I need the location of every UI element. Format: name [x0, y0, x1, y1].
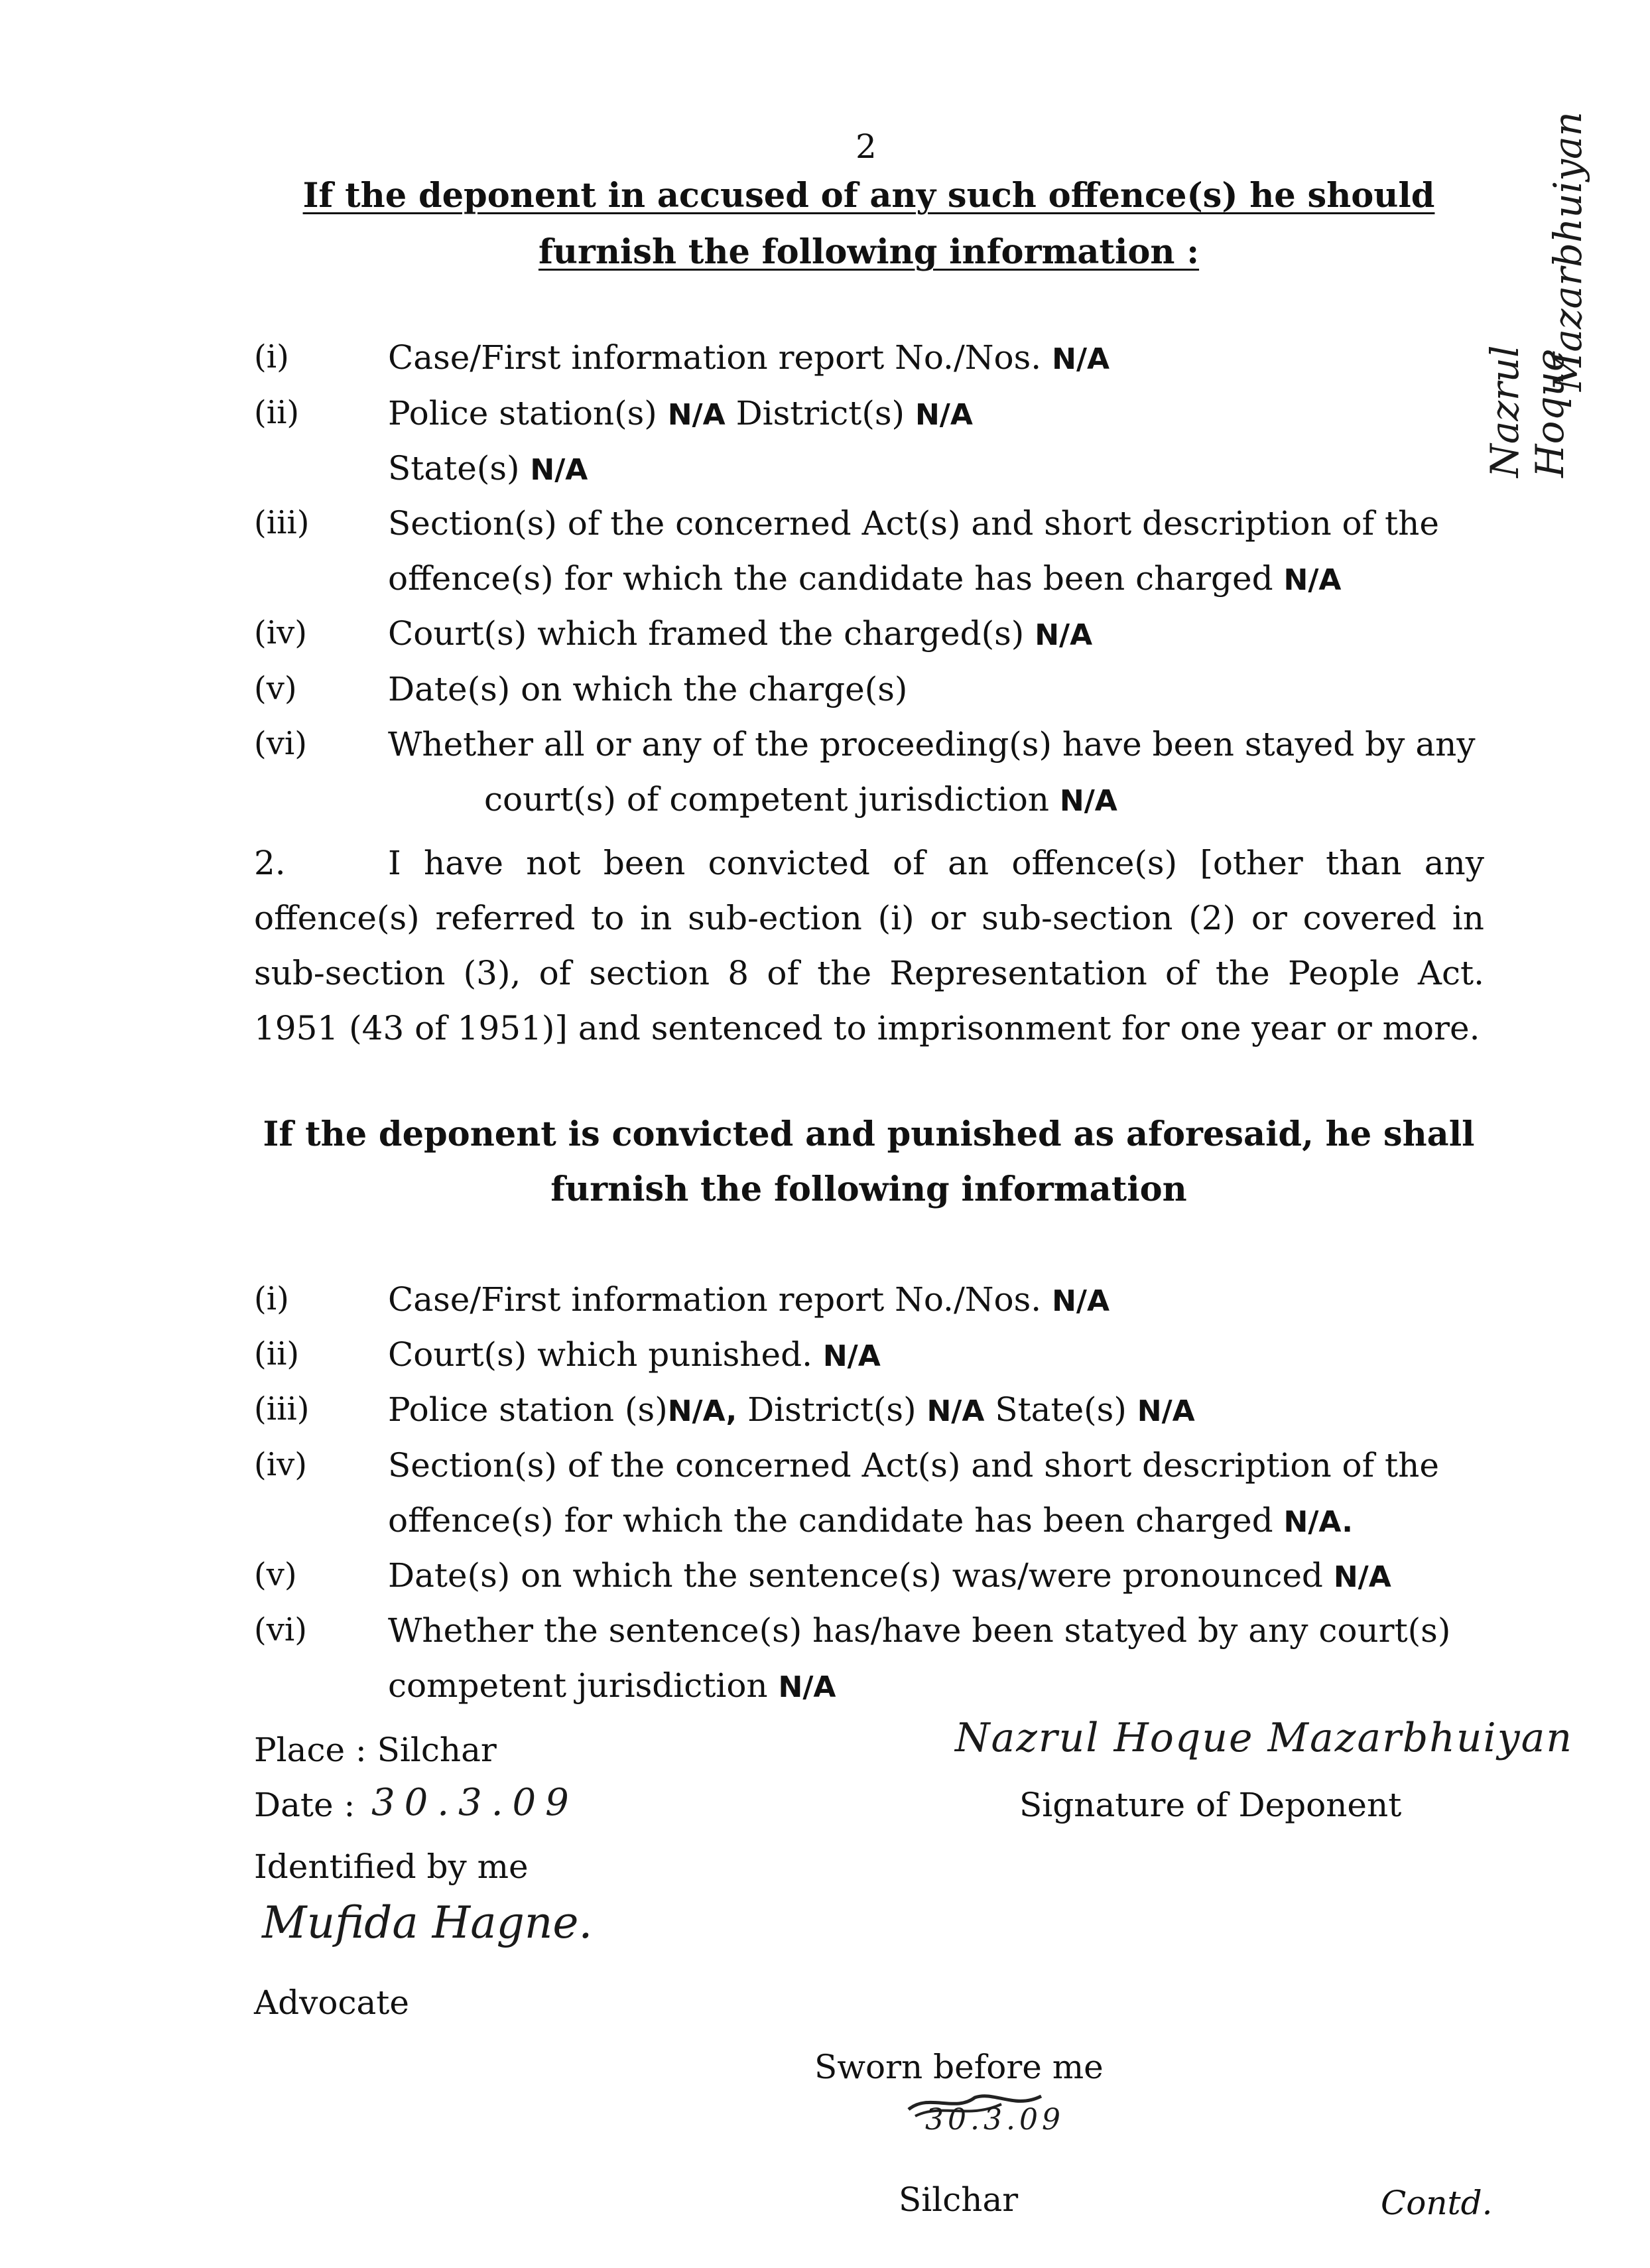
paragraph-line: 1951 (43 of 1951)] and sentenced to imprisonment for one year or more.	[254, 1009, 1480, 1047]
item-text: Whether the sentence(s) has/have been statyed by any court(s)	[388, 1611, 1451, 1650]
item-value: N/A	[1035, 618, 1093, 652]
item-text: offence(s) for which the candidate has been charged	[388, 559, 1284, 598]
date-label: Date :	[254, 1786, 355, 1824]
deponent-signature: Nazrul Hoque Mazarbhuiyan	[955, 1715, 1574, 1761]
item-number: (ii)	[254, 394, 300, 431]
item-value: N/A.	[1283, 1505, 1353, 1539]
item-number: (i)	[254, 338, 289, 375]
item-text-line	[388, 1390, 1195, 1429]
date-handwritten: 30.3.09	[371, 1781, 578, 1824]
item-value: N/A	[667, 398, 726, 432]
item-value: N/A,	[667, 1394, 737, 1428]
section1-heading-line1: If the deponent in accused of any such offence(s) he should	[302, 176, 1435, 216]
item-text: court(s) of competent jurisdiction	[484, 780, 1060, 819]
item-number: (iii)	[254, 1390, 310, 1428]
item-text-line	[388, 1556, 1391, 1595]
city-label: Silchar	[899, 2180, 1019, 2219]
item-number: (ii)	[254, 1335, 300, 1372]
item-text: Case/First information report No./Nos.	[388, 338, 1042, 377]
sworn-date: 30.3.09	[925, 2103, 1064, 2137]
item-text: Whether all or any of the proceeding(s) have been stayed by any	[388, 725, 1476, 764]
item-text: competent jurisdiction	[388, 1666, 779, 1705]
item-number: (iv)	[254, 614, 307, 651]
item-number: (vi)	[254, 725, 307, 762]
item-text-line	[388, 1335, 881, 1374]
item-text: offence(s) for which the candidate has been charged	[388, 1501, 1284, 1540]
item-value: N/A	[1052, 1284, 1110, 1318]
page-number: 2	[856, 127, 877, 166]
item-text-line	[388, 1666, 836, 1705]
margin-signature-line1: Nazrul Hoque	[1482, 345, 1572, 478]
identified-by-label: Identified by me	[254, 1847, 529, 1886]
item-value: N/A	[915, 398, 973, 432]
item-text: District(s)	[725, 394, 915, 433]
item-text: Court(s) which punished.	[388, 1335, 823, 1374]
item-text: Section(s) of the concerned Act(s) and short description of the	[388, 504, 1439, 543]
item-number: (iii)	[254, 504, 310, 541]
item-value: N/A	[822, 1339, 881, 1373]
item-value: N/A	[926, 1394, 985, 1428]
item-text-line	[388, 1501, 1353, 1540]
item-text-line	[388, 449, 588, 488]
item-text: State(s)	[984, 1390, 1137, 1429]
item-text: Date(s) on which the charge(s)	[388, 670, 908, 708]
item-value: N/A	[1137, 1394, 1195, 1428]
section2-heading-line2: furnish the following information	[550, 1169, 1187, 1209]
item-text-line	[388, 614, 1092, 653]
item-text: Case/First information report No./Nos.	[388, 1280, 1052, 1319]
item-text-line	[388, 338, 1110, 377]
item-number: (v)	[254, 1556, 297, 1593]
paragraph-number: 2.	[254, 844, 286, 882]
item-text-line	[484, 780, 1117, 819]
item-value: N/A	[1052, 342, 1110, 376]
sworn-before-label: Sworn before me	[814, 2048, 1104, 2086]
item-value: N/A	[1059, 784, 1117, 818]
item-text: Police station (s)	[388, 1390, 668, 1429]
place-label: Place : Silchar	[254, 1731, 497, 1769]
item-value: N/A	[1283, 563, 1342, 597]
item-text: Police station(s)	[388, 394, 657, 433]
item-number: (iv)	[254, 1446, 307, 1483]
item-text: Court(s) which framed the charged(s)	[388, 614, 1035, 653]
section2-heading-line1: If the deponent is convicted and punished as aforesaid, he shall	[263, 1114, 1475, 1154]
advocate-label: Advocate	[254, 1983, 409, 2022]
item-text-line	[388, 394, 973, 433]
item-value: N/A	[778, 1670, 836, 1704]
item-text: District(s)	[737, 1390, 927, 1429]
paragraph-line: I have not been convicted of an offence(s) [other than any	[388, 844, 1484, 882]
paragraph-line: offence(s) referred to in sub-ection (i) or sub-section (2) or covered in	[254, 899, 1484, 937]
item-number: (vi)	[254, 1611, 307, 1648]
section1-heading-line2: furnish the following information :	[538, 232, 1200, 272]
item-value: N/A	[1333, 1560, 1391, 1594]
paragraph-line: sub-section (3), of section 8 of the Representation of the People Act.	[254, 954, 1484, 992]
item-text: Date(s) on which the sentence(s) was/were pronounced	[388, 1556, 1334, 1595]
advocate-signature: Mufida Hagne.	[262, 1897, 593, 1948]
signature-label: Signature of Deponent	[1019, 1786, 1402, 1824]
item-text: State(s)	[388, 449, 531, 488]
margin-signature-line2: Mazarbhuiyan	[1545, 111, 1590, 391]
item-text-line	[388, 1280, 1110, 1319]
item-text-line	[388, 559, 1341, 598]
item-number: (v)	[254, 670, 297, 707]
contd-label: Contd.	[1381, 2184, 1493, 2222]
item-value: N/A	[530, 453, 588, 487]
item-text: Section(s) of the concerned Act(s) and short description of the	[388, 1446, 1439, 1485]
item-number: (i)	[254, 1280, 289, 1317]
